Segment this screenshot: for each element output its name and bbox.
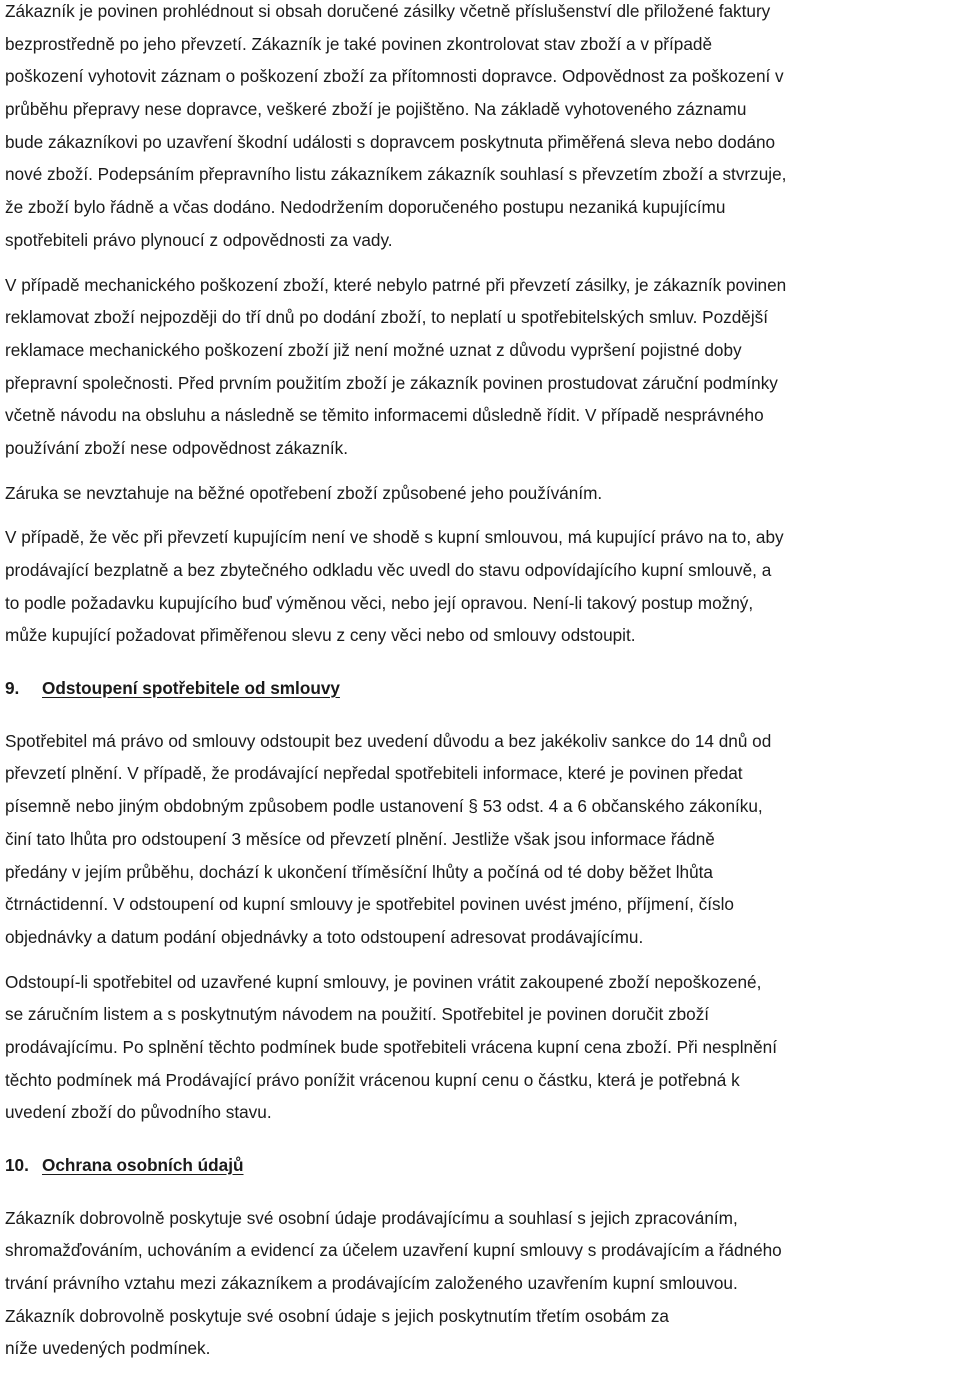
text-line: reklamace mechanického poškození zboží již není možné uznat z důvodu vypršení pojistné doby <box>5 339 742 360</box>
paragraph-mechanical-damage <box>5 269 960 465</box>
text-line: nové zboží. Podepsáním přepravního listu zákazníkem zákazník souhlasí s převzetím zboží a stvrzuje, <box>5 164 787 185</box>
paragraph-withdrawal-right <box>5 725 960 954</box>
text-line: prodávajícímu. Po splnění těchto podmínek bude spotřebiteli vrácena kupní cena zboží. Při nesplnění <box>5 1036 777 1057</box>
section-number: 9. <box>5 678 20 699</box>
text-line: činí tato lhůta pro odstoupení 3 měsíce od převzetí plnění. Jestliže však jsou informace řádně <box>5 828 715 849</box>
text-line: reklamovat zboží nejpozději do tří dnů po dodání zboží, to neplatí u spotřebitelských smluv. Pozdější <box>5 307 769 328</box>
text-line: používání zboží nese odpovědnost zákazník. <box>5 437 349 458</box>
paragraph-personal-data <box>5 1202 960 1365</box>
paragraph-nonconformity <box>5 521 960 652</box>
text-line: včetně návodu na obsluhu a následně se těmito informacemi důsledně řídit. V případě nesprávného <box>5 405 764 426</box>
text-line: V případě mechanického poškození zboží, které nebylo patrné při převzetí zásilky, je zákazník povinen <box>5 274 787 295</box>
paragraph-spacer <box>5 705 960 725</box>
text-line: Záruka se nevztahuje na běžné opotřebení zboží způsobené jeho používáním. <box>5 482 603 503</box>
paragraph-warranty-wear <box>5 477 960 510</box>
text-line: bezprostředně po jeho převzetí. Zákazník je také povinen zkontrolovat stav zboží a v případě <box>5 33 713 54</box>
paragraph-spacer <box>5 465 960 477</box>
text-line: shromažďováním, uchováním a evidencí za účelem uzavření kupní smlouvy s prodávajícím a řádného <box>5 1240 782 1261</box>
document-page <box>5 0 960 1365</box>
paragraph-spacer <box>5 509 960 521</box>
section-title: Ochrana osobních údajů <box>42 1155 244 1176</box>
text-line: převzetí plnění. V případě, že prodávající nepředal spotřebiteli informace, které je povinen předat <box>5 763 743 784</box>
text-line: Zákazník dobrovolně poskytuje své osobní údaje s jejich poskytnutím třetím osobám za <box>5 1305 669 1326</box>
text-line: spotřebiteli právo plynoucí z odpovědnosti za vady. <box>5 229 393 250</box>
paragraph-spacer <box>5 1182 960 1202</box>
text-line: prodávající bezplatně a bez zbytečného odkladu věc uvedl do stavu odpovídajícího kupní smlouvě, a <box>5 560 772 580</box>
text-line: předány v jejím průběhu, dochází k ukončení tříměsíční lhůty a počíná od té doby běžet lhůta <box>5 861 713 882</box>
text-line: Zákazník dobrovolně poskytuje své osobní údaje prodávajícímu a souhlasí s jejich zpracováním, <box>5 1207 738 1228</box>
text-line: objednávky a datum podání objednávky a toto odstoupení adresovat prodávajícímu. <box>5 926 644 947</box>
paragraph-delivery-inspection <box>5 0 960 257</box>
text-line: Spotřebitel má právo od smlouvy odstoupit bez uvedení důvodu a bez jakékoliv sankce do 14 dnů od <box>5 730 772 751</box>
text-line: může kupující požadovat přiměřenou slevu z ceny věci nebo od smlouvy odstoupit. <box>5 625 636 646</box>
text-line: těchto podmínek má Prodávající právo ponížit vrácenou kupní cenu o částku, která je potřebná k <box>5 1069 740 1090</box>
text-line: bude zákazníkovi po uzavření škodní události s dopravcem poskytnuta přiměřená sleva nebo dodáno <box>5 131 776 152</box>
text-line: uvedení zboží do původního stavu. <box>5 1102 272 1123</box>
paragraph-spacer <box>5 257 960 269</box>
text-line: to podle požadavku kupujícího buď výměnou věci, nebo její opravou. Není-li takový postup možný, <box>5 592 754 613</box>
paragraph-spacer <box>5 1129 960 1149</box>
paragraph-spacer <box>5 954 960 966</box>
section-heading-privacy <box>5 1149 960 1182</box>
text-line: průběhu přepravy nese dopravce, veškeré zboží je pojištěno. Na základě vyhotoveného záznamu <box>5 99 747 120</box>
text-line: trvání právního vztahu mezi zákazníkem a prodávajícím založeného uzavřením kupní smlouvou. <box>5 1273 738 1294</box>
text-line: písemně nebo jiným obdobným způsobem podle ustanovení § 53 odst. 4 a 6 občanského zákoníku, <box>5 796 763 817</box>
text-line: že zboží bylo řádně a včas dodáno. Nedodržením doporučeného postupu nezaniká kupujícímu <box>5 197 726 218</box>
section-title: Odstoupení spotřebitele od smlouvy <box>42 678 340 699</box>
text-line: V případě, že věc při převzetí kupujícím není ve shodě s kupní smlouvou, má kupující právo na to, aby <box>5 527 784 548</box>
paragraph-spacer <box>5 652 960 672</box>
paragraph-return-conditions <box>5 966 960 1129</box>
section-heading-withdrawal <box>5 672 960 705</box>
text-line: se záručním listem a s poskytnutým návodem na použití. Spotřebitel je povinen doručit zboží <box>5 1004 710 1025</box>
text-line: poškození vyhotovit záznam o poškození zboží za přítomnosti dopravce. Odpovědnost za poškození v <box>5 66 784 87</box>
text-line: čtrnáctidenní. V odstoupení od kupní smlouvy je spotřebitel povinen uvést jméno, příjmení, číslo <box>5 894 734 915</box>
text-line: Odstoupí-li spotřebitel od uzavřené kupní smlouvy, je povinen vrátit zakoupené zboží nepoškozené, <box>5 971 762 992</box>
text-line: přepravní společnosti. Před prvním použitím zboží je zákazník povinen prostudovat záruční podmínky <box>5 372 778 393</box>
text-line: níže uvedených podmínek. <box>5 1338 211 1359</box>
text-line: Zákazník je povinen prohlédnout si obsah doručené zásilky včetně příslušenství dle přiložené faktury <box>5 1 771 21</box>
section-number: 10. <box>5 1155 29 1176</box>
